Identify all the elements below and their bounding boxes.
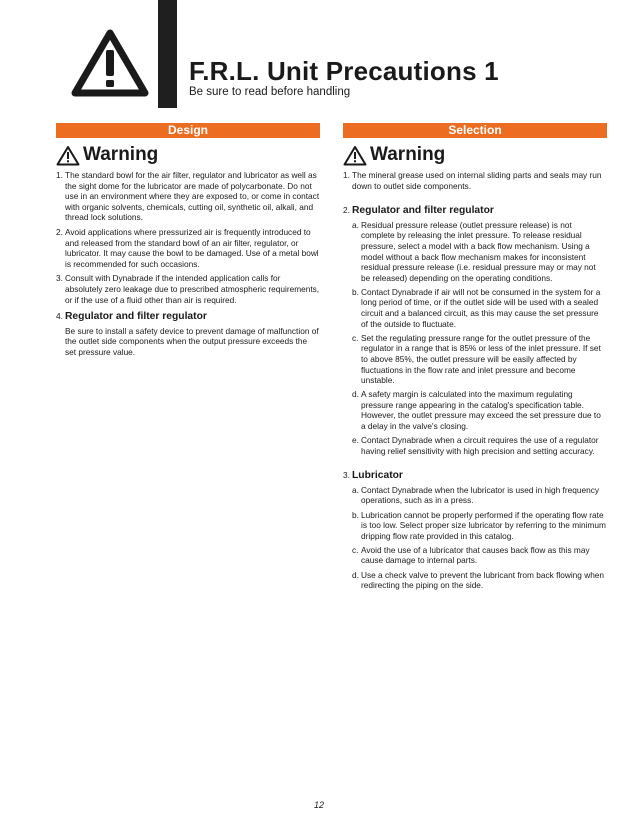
- warning-triangle-icon: [70, 28, 150, 98]
- page-title: F.R.L. Unit Precautions 1: [189, 56, 499, 86]
- sub-list-item: b. Lubrication cannot be properly performed if the operating flow rate is too low. Select proper size lubricator by referring to the minimum dripping flow rate provided in this catalog.: [352, 509, 606, 541]
- sub-list-item: c. Set the regulating pressure range for the outlet pressure of the regulator in a range that is 85% or less of the inlet pressure. If set to above 85%, the outlet pressure will be easily affected by fluctuations in the flow rate and inlet pressure and become unstable.: [352, 332, 601, 386]
- list-item: 2. Avoid applications where pressurized air is frequently introduced to and released from the standard bowl of an air filter, regulator, or lubricator. It may cause the bowl to be damaged. Use of a metal bowl is recommended for such occasions.: [56, 226, 319, 269]
- page-subtitle: Be sure to read before handling: [189, 86, 351, 98]
- sub-list-item: c. Avoid the use of a lubricator that causes back flow as this may cause damage to internal parts.: [352, 544, 590, 566]
- list-item: 3. Consult with Dynabrade if the intended application calls for absolutely zero leakage due to prescribed atmospheric requirements, or if the use of a fluid other than air is required.: [56, 273, 320, 305]
- sub-list-item: a. Residual pressure release (outlet pressure release) is not complete by releasing the inlet pressure. To release residual pressure, select a model with a back flow mechanism. Using a model without a back flow mechanism makes for inconsistent residual pressure release (i.e. residual pressure may or may not be released) depending on the operating conditions.: [352, 219, 596, 283]
- page-number: 12: [313, 800, 324, 810]
- selection-column: [343, 123, 607, 594]
- section-header-selection: Selection: [343, 123, 607, 138]
- sub-list-item: d. Use a check valve to prevent the lubricant from back flowing when redirecting the piping on the side.: [352, 569, 605, 591]
- warning-heading: [343, 144, 607, 166]
- sub-list-item: b. Contact Dynabrade if air will not be consumed in the system for a long period of time, or if the outlet side will be used with a sealed circuit and a balanced circuit, as this may cause the set pressure of the outside to fluctuate.: [352, 286, 601, 329]
- subsection-heading: 4. Regulator and filter regulator: [56, 311, 207, 323]
- paragraph: Be sure to install a safety device to prevent damage of malfunction of the outlet side components when the output pressure exceeds the set pressure value.: [65, 325, 319, 357]
- sub-list-item: d. A safety margin is calculated into the maximum regulating pressure range appearing in the catalog's specification table. However, the outlet pressure may exceed the set pressure due to a delay in the valve's closing.: [352, 389, 601, 431]
- sub-list-item: a. Contact Dynabrade when the lubricator is used in high frequency operations, such as in a press.: [352, 484, 599, 506]
- warning-label: Warning: [83, 144, 159, 165]
- section-header-design: Design: [56, 123, 320, 138]
- sub-list-item: e. Contact Dynabrade when a circuit requires the use of a regulator having relief sensitivity with high precision and setting accuracy.: [352, 435, 599, 456]
- header-accent-bar: [158, 0, 177, 108]
- warning-label: Warning: [370, 144, 446, 165]
- warning-icon: [56, 145, 80, 166]
- design-column: [56, 123, 320, 362]
- subsection-heading: 3. Lubricator: [343, 470, 403, 482]
- subsection-heading: 2. Regulator and filter regulator: [343, 205, 494, 217]
- list-item: 1. The mineral grease used on internal sliding parts and seals may run down to outlet side components.: [343, 170, 602, 191]
- warning-heading: [56, 144, 320, 166]
- list-item: 1. The standard bowl for the air filter, regulator and lubricator as well as the sight dome for the lubricator are made of polycarbonate. Do not use in an environment where they are exposed to, or come in contact with organic solvents, chemicals, cutting oil, synthetic oil, alkali, and thread lock solutions.: [56, 170, 320, 223]
- warning-icon: [343, 145, 367, 166]
